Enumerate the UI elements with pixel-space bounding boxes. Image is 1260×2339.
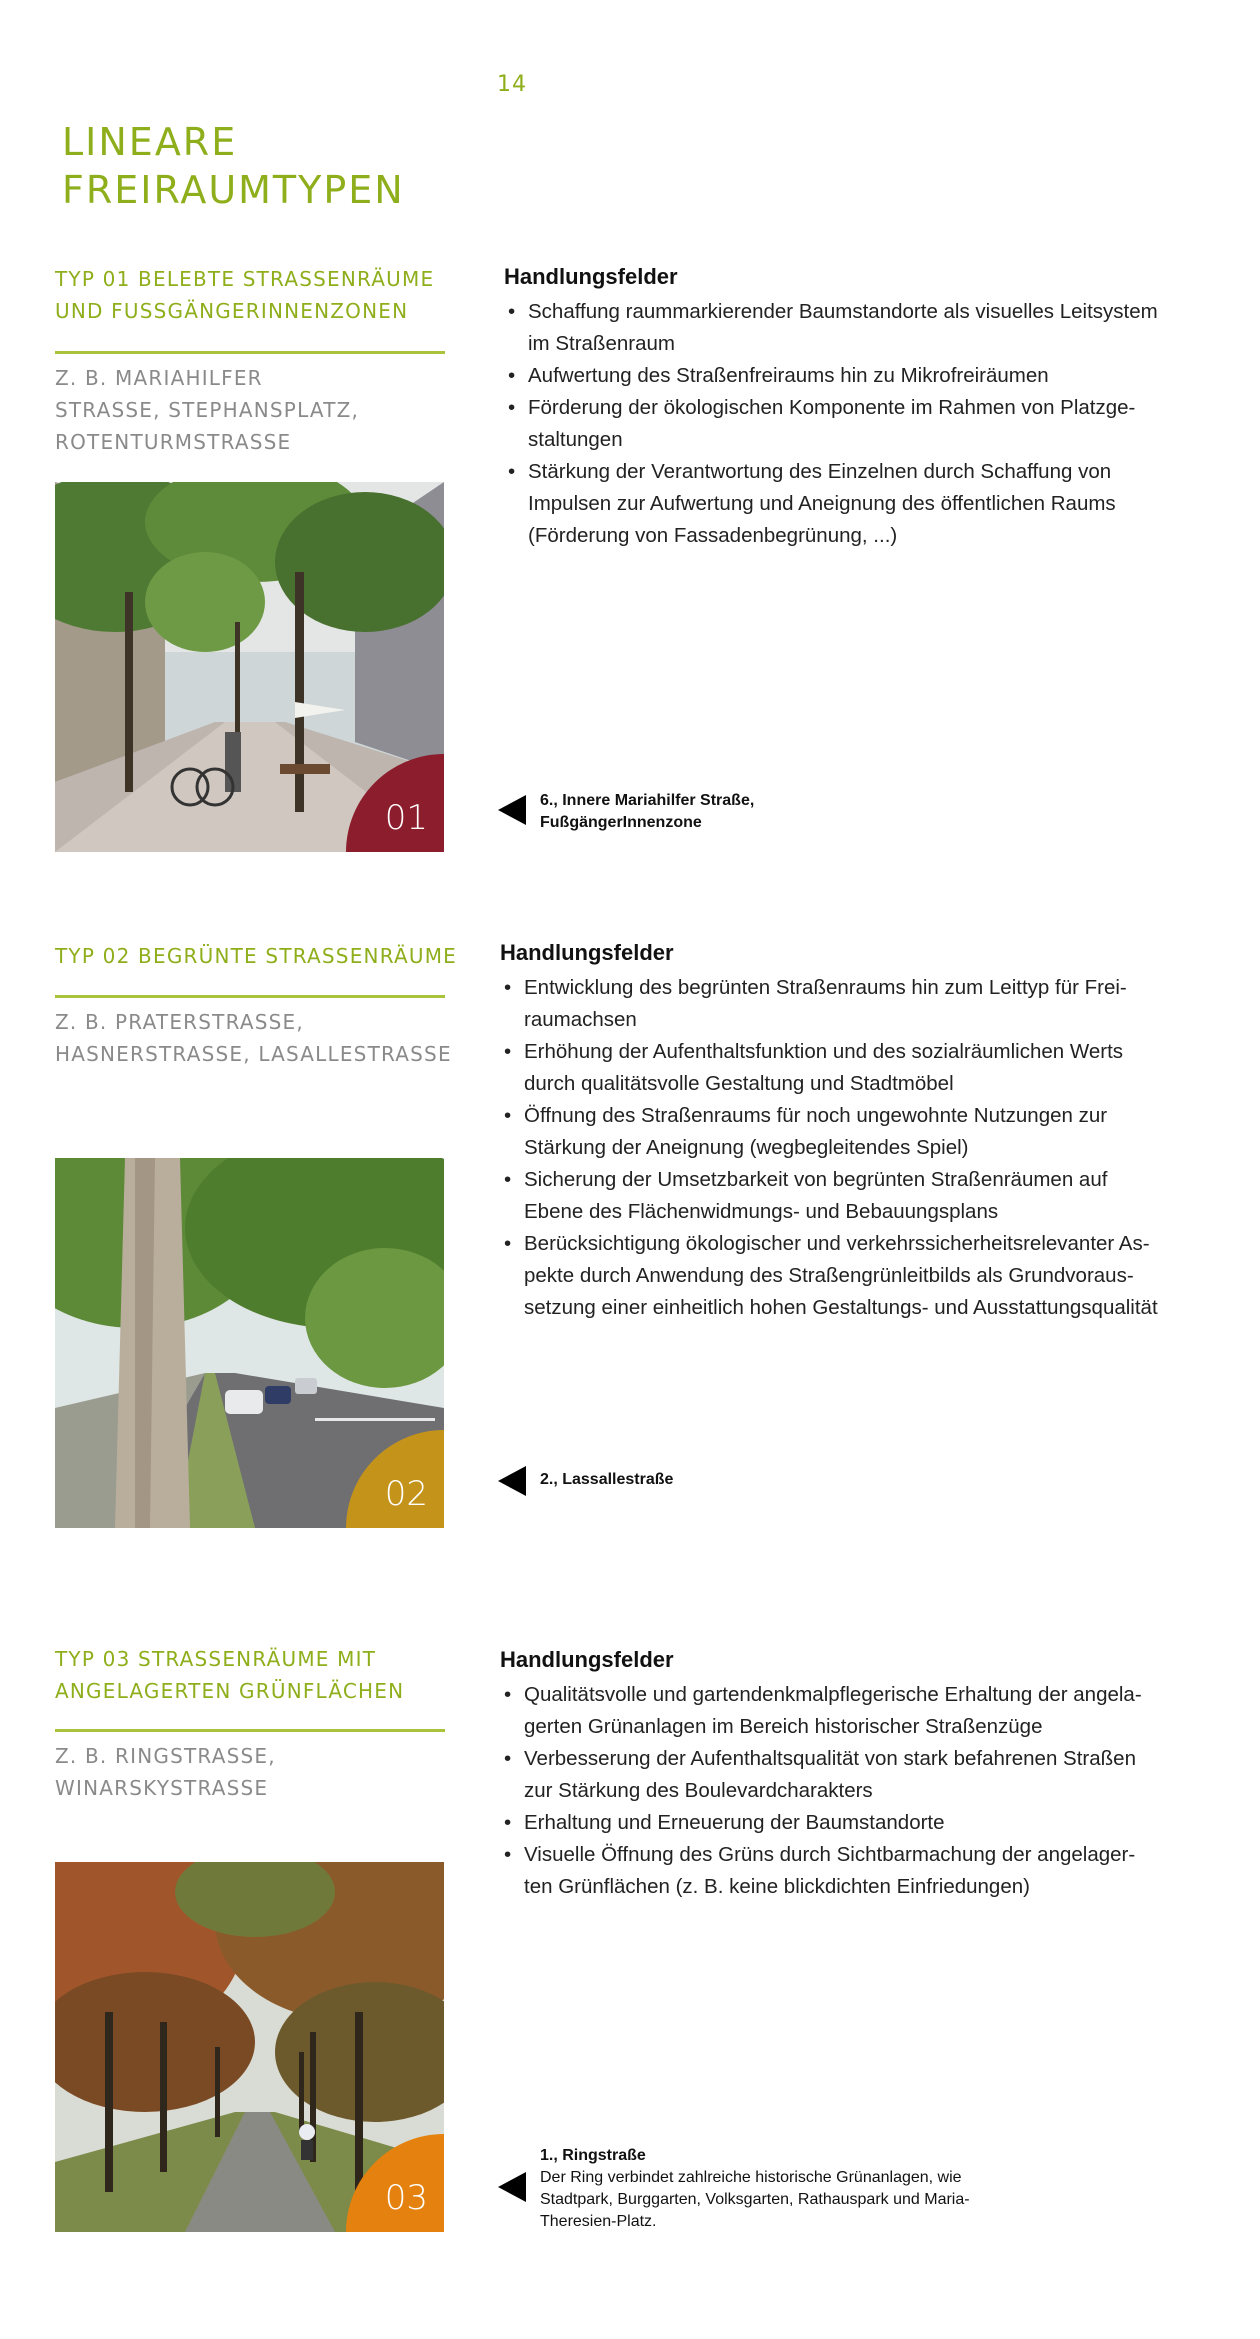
list-item [500, 1807, 1230, 1839]
list-item [500, 1839, 1230, 1903]
section-examples [55, 1006, 452, 1070]
list-item [500, 972, 1230, 1036]
item-line: Öffnung des Straßenraums für noch ungewohnte Nutzungen zur [524, 1104, 1108, 1127]
handlungsfelder-heading: Handlungsfelder [504, 264, 678, 289]
caption-text [540, 1469, 1020, 1491]
caption-title: 2., Lassallestraße [540, 1471, 674, 1488]
handlungsfelder-list [500, 972, 1230, 1324]
example-line: STRASSE, STEPHANSPLATZ, [55, 398, 360, 422]
section-examples [55, 362, 359, 458]
item-line: gerten Grünanlagen im Bereich historischer Straßenzüge [524, 1715, 1043, 1738]
item-line: Verbesserung der Aufenthaltsqualität von stark befahrenen Straßen [524, 1747, 1136, 1770]
item-line: Schaffung raummarkierender Baumstandorte als visuelles Leitsystem [528, 300, 1158, 323]
item-line: setzung einer einheitlich hohen Gestaltungs- und Ausstattungsqualität [524, 1296, 1158, 1319]
list-item [504, 296, 1224, 360]
item-line: durch qualitätsvolle Gestaltung und Stadtmöbel [524, 1072, 954, 1095]
page-number: 14 [497, 72, 527, 97]
page-title-line-2: FREIRAUMTYPEN [62, 168, 405, 212]
item-line: (Förderung von Fassadenbegrünung, ...) [528, 524, 898, 547]
section-title-line-2: ANGELAGERTEN GRÜNFLÄCHEN [55, 1679, 405, 1703]
caption-title: FußgängerInnenzone [540, 814, 702, 831]
list-item [500, 1679, 1230, 1743]
example-line: HASNERSTRASSE, LASALLESTRASSE [55, 1042, 452, 1066]
item-line: Förderung der ökologischen Komponente im Rahmen von Platzge- [528, 396, 1136, 419]
section-title [55, 1643, 404, 1707]
section-title-line-1: TYP 02 BEGRÜNTE STRASSENRÄUME [55, 944, 457, 968]
photo-lassallestrasse [55, 1158, 444, 1528]
page-title-line-1: LINEARE [62, 120, 238, 164]
list-item [500, 1228, 1230, 1324]
list-item [500, 1100, 1230, 1164]
badge-number: 02 [384, 1474, 428, 1514]
item-line: Ebene des Flächenwidmungs- und Bebauungsplans [524, 1200, 999, 1223]
item-line: Stärkung der Aneignung (wegbegleitendes Spiel) [524, 1136, 969, 1159]
handlungsfelder-heading: Handlungsfelder [500, 1647, 674, 1672]
list-item [504, 392, 1224, 456]
example-line: WINARSKYSTRASSE [55, 1776, 269, 1800]
section-title [55, 940, 457, 972]
example-line: Z. B. PRATERSTRASSE, [55, 1010, 304, 1034]
item-line: im Straßenraum [528, 332, 675, 355]
section-divider [55, 351, 445, 354]
section-title-line-2: UND FUSSGÄNGERINNENZONEN [55, 299, 409, 323]
section-divider [55, 995, 445, 998]
caption-arrow-icon [498, 2172, 526, 2202]
caption-line: Stadtpark, Burggarten, Volksgarten, Rathauspark und Maria- [540, 2191, 970, 2208]
page-title [62, 118, 405, 214]
section-title-line-1: TYP 03 STRASSENRÄUME MIT [55, 1647, 377, 1671]
item-line: Stärkung der Verantwortung des Einzelnen durch Schaffung von [528, 460, 1112, 483]
item-line: ten Grünflächen (z. B. keine blickdichten Einfriedungen) [524, 1875, 1030, 1898]
caption-arrow-icon [498, 1466, 526, 1496]
item-line: Erhöhung der Aufenthaltsfunktion und des sozialräumlichen Werts [524, 1040, 1124, 1063]
list-item [504, 360, 1224, 392]
badge-number: 01 [384, 798, 428, 838]
section-divider [55, 1729, 445, 1732]
caption-text [540, 790, 1020, 834]
section-title [55, 263, 434, 327]
item-line: raumachsen [524, 1008, 637, 1031]
item-line: Aufwertung des Straßenfreiraums hin zu Mikrofreiräumen [528, 364, 1049, 387]
caption-text [540, 2145, 1020, 2233]
item-line: Berücksichtigung ökologischer und verkehrssicherheitsrelevanter As- [524, 1232, 1150, 1255]
example-line: ROTENTURMSTRASSE [55, 430, 292, 454]
list-item [504, 456, 1224, 552]
item-line: Qualitätsvolle und gartendenkmalpflegerische Erhaltung der angela- [524, 1683, 1142, 1706]
caption-arrow-icon [498, 795, 526, 825]
item-line: staltungen [528, 428, 623, 451]
item-line: Entwicklung des begrünten Straßenraums hin zum Leittyp für Frei- [524, 976, 1127, 999]
photo-mariahilfer-strasse [55, 482, 444, 852]
example-line: Z. B. RINGSTRASSE, [55, 1744, 276, 1768]
item-line: pekte durch Anwendung des Straßengrünleitbilds als Grundvoraus- [524, 1264, 1134, 1287]
caption-line: Theresien-Platz. [540, 2213, 657, 2230]
list-item [500, 1743, 1230, 1807]
example-line: Z. B. MARIAHILFER [55, 366, 263, 390]
item-line: Sicherung der Umsetzbarkeit von begrünten Straßenräumen auf [524, 1168, 1108, 1191]
badge-number: 03 [384, 2178, 428, 2218]
item-line: Impulsen zur Aufwertung und Aneignung des öffentlichen Raums [528, 492, 1116, 515]
item-line: zur Stärkung des Boulevardcharakters [524, 1779, 873, 1802]
caption-title: 1., Ringstraße [540, 2147, 646, 2164]
section-title-line-1: TYP 01 BELEBTE STRASSENRÄUME [55, 267, 435, 291]
list-item [500, 1036, 1230, 1100]
photo-ringstrasse [55, 1862, 444, 2232]
handlungsfelder-heading: Handlungsfelder [500, 940, 674, 965]
handlungsfelder-list [500, 1679, 1230, 1903]
caption-line: Der Ring verbindet zahlreiche historische Grünanlagen, wie [540, 2169, 962, 2186]
handlungsfelder-list [504, 296, 1224, 552]
caption-title: 6., Innere Mariahilfer Straße, [540, 792, 755, 809]
list-item [500, 1164, 1230, 1228]
item-line: Visuelle Öffnung des Grüns durch Sichtbarmachung der angelager- [524, 1843, 1136, 1866]
section-examples [55, 1740, 276, 1804]
item-line: Erhaltung und Erneuerung der Baumstandorte [524, 1811, 945, 1834]
